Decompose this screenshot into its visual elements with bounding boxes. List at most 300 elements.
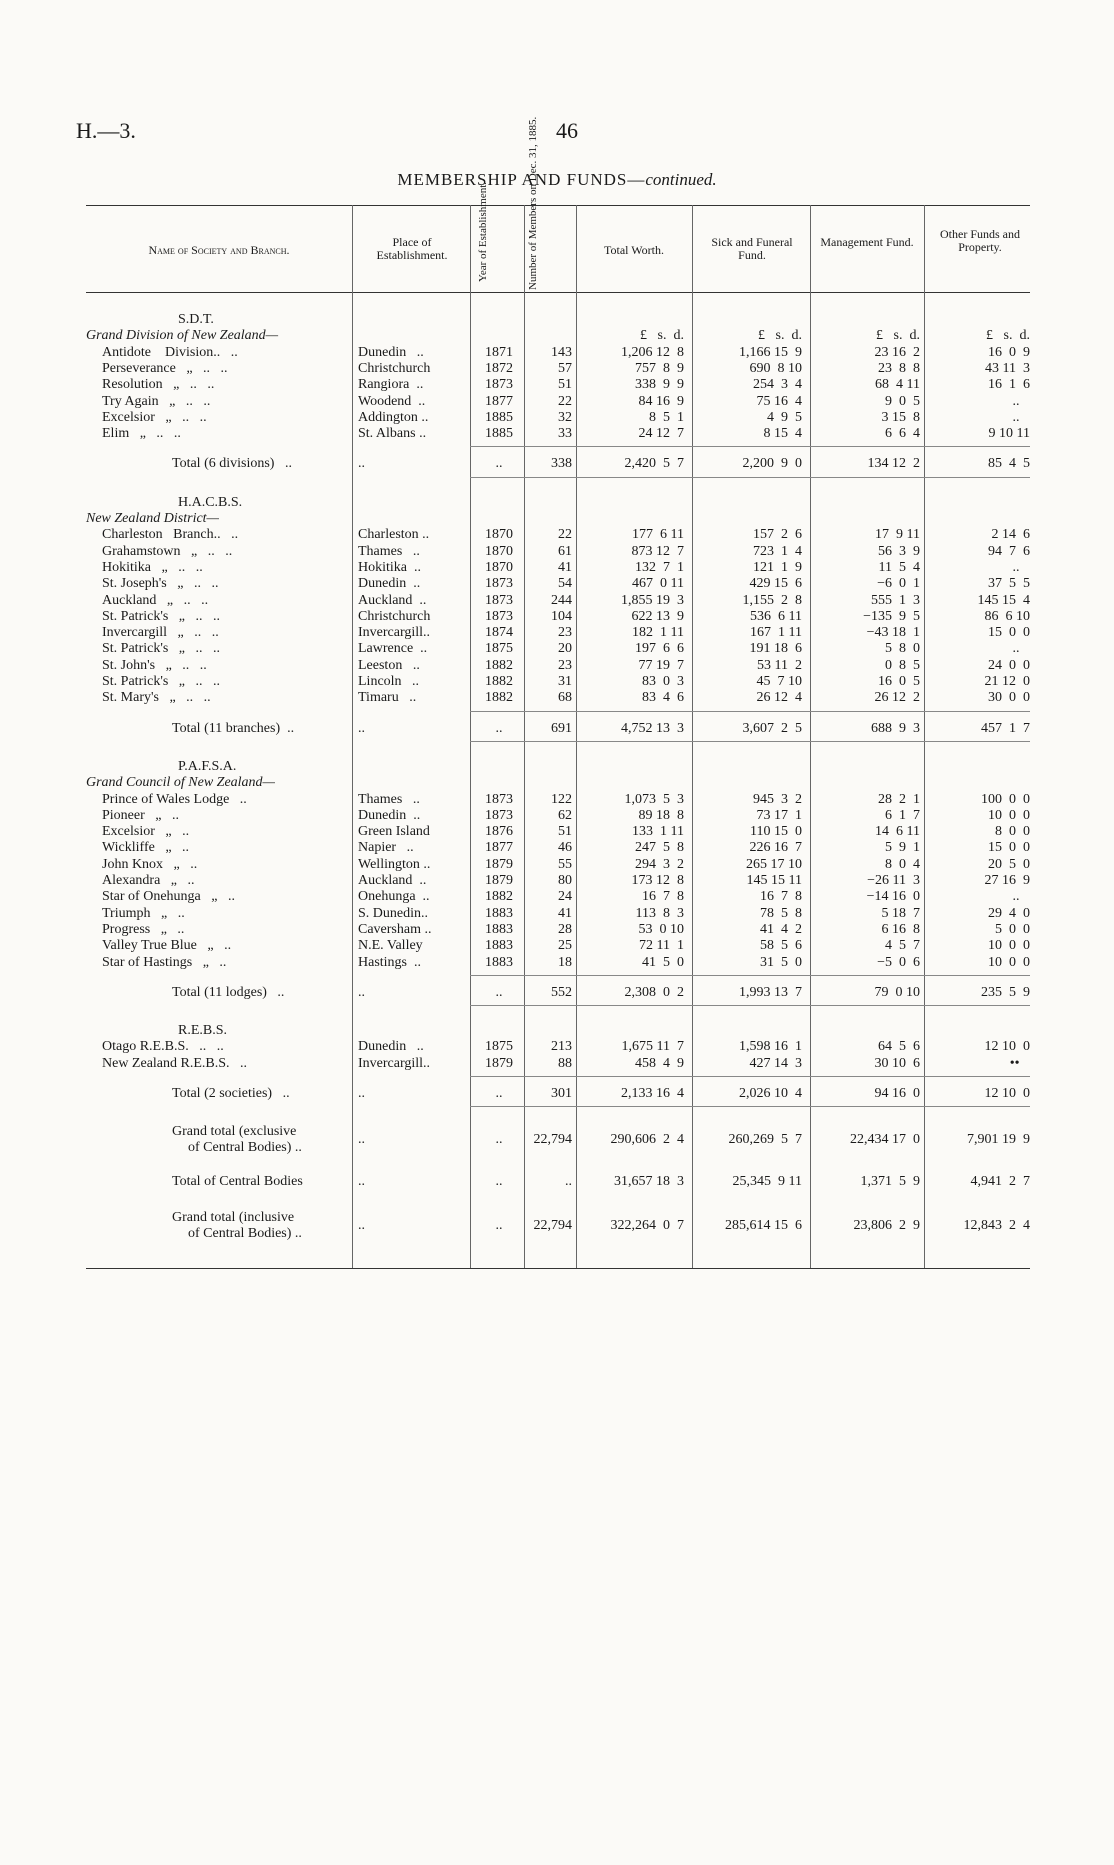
row-place: Addington ..: [358, 409, 429, 425]
row-mf: 8 0 4: [885, 856, 920, 872]
row-mf: 3 15 8: [881, 409, 920, 425]
row-members: 28: [558, 921, 572, 937]
row-sf: 265 17 10: [746, 856, 802, 872]
row-tw: 1,073 5 3: [624, 791, 684, 807]
row-mf: 56 3 9: [878, 543, 920, 559]
row-name: Wickliffe „ ..: [102, 840, 190, 856]
row-year: 1879: [485, 1055, 513, 1071]
row-sf: 45 7 10: [756, 674, 802, 689]
row-place: Rangiora ..: [358, 377, 424, 393]
table-row: [0, 576, 1114, 592]
row-tw: 338 9 9: [635, 377, 684, 393]
row-mf: −43 18 1: [866, 625, 920, 641]
table-row: [0, 857, 1114, 873]
row-sf: 110 15 0: [750, 824, 802, 840]
row-mf: 14 6 11: [875, 824, 920, 840]
row-sf: 53 11 2: [757, 657, 802, 673]
row-sf: 4 9 5: [767, 409, 802, 425]
row-year: 1883: [485, 938, 513, 954]
page-title: MEMBERSHIP AND FUNDS—continued.: [397, 170, 717, 189]
page-reference: H.—3.: [76, 118, 136, 143]
row-of: 16 0 9: [988, 344, 1030, 360]
row-sf: 145 15 11: [746, 873, 802, 888]
table-row: [0, 593, 1114, 609]
row-tw: 2,420 5 7: [624, 456, 684, 472]
row-tw: 622 13 9: [631, 608, 684, 624]
row-members: 80: [558, 873, 572, 888]
grand-sf: 260,269 5 7: [728, 1132, 802, 1148]
currency-heading: £ s. d.: [758, 328, 802, 344]
row-mf: 64 5 6: [878, 1039, 920, 1055]
row-sf: 2,200 9 0: [742, 456, 802, 472]
table-row: [0, 609, 1114, 625]
row-sf: 1,993 13 7: [739, 984, 802, 1000]
row-year: 1874: [485, 625, 513, 641]
grand-sf: 285,614 15 6: [725, 1218, 802, 1234]
row-place: Thames ..: [358, 543, 420, 559]
row-place: Caversham ..: [358, 921, 432, 937]
row-place: Invercargill..: [358, 1055, 431, 1071]
row-sf: 536 6 11: [750, 608, 802, 624]
row-name: Star of Onehunga „ ..: [102, 889, 235, 905]
row-of: 85 4 5: [988, 456, 1030, 472]
row-tw: 77 19 7: [638, 657, 684, 673]
row-name: Hokitika „ .. ..: [102, 559, 203, 575]
row-mf: 30 10 6: [874, 1055, 920, 1071]
row-of: 30 0 0: [988, 690, 1030, 706]
grand-mem: 22,794: [533, 1132, 572, 1148]
table-row: [0, 345, 1114, 361]
row-members: 301: [551, 1086, 572, 1101]
row-mf: 28 2 1: [878, 791, 920, 807]
row-place: ..: [358, 720, 365, 736]
row-members: 61: [558, 543, 572, 559]
col-head-year: Year of Establishment.: [477, 181, 489, 282]
row-year: 1873: [485, 608, 513, 624]
society-heading-text: P.A.F.S.A.: [178, 758, 237, 774]
row-name: St. Patrick's „ .. ..: [102, 608, 221, 624]
total-row: [0, 1086, 1114, 1102]
division-heading: [0, 775, 1114, 791]
grand-label-2: of Central Bodies) ..: [188, 1140, 302, 1156]
row-name: Excelsior „ ..: [102, 824, 190, 840]
table-row: [0, 906, 1114, 922]
row-year: 1873: [485, 791, 513, 807]
grand-place: ..: [358, 1218, 365, 1234]
society-heading-text: R.E.B.S.: [178, 1023, 228, 1039]
row-tw: 177 6 11: [632, 527, 684, 543]
section-rule: [470, 1005, 1030, 1006]
row-sf: 254 3 4: [753, 377, 802, 393]
row-members: 691: [551, 720, 572, 736]
row-sf: 723 1 4: [753, 543, 802, 559]
row-year: 1873: [485, 377, 513, 393]
row-sf: 191 18 6: [749, 641, 802, 657]
row-of: ••: [1009, 1055, 1030, 1071]
row-place: St. Albans ..: [358, 426, 427, 442]
grand-year: ..: [495, 1132, 503, 1148]
row-place: Lincoln ..: [358, 674, 420, 689]
row-place: Christchurch: [358, 608, 431, 624]
row-name: Antidote Division.. ..: [102, 344, 238, 360]
table-row: [0, 361, 1114, 377]
row-place: Lawrence ..: [358, 641, 428, 657]
row-of: ..: [1012, 393, 1030, 409]
row-place: ..: [358, 984, 365, 1000]
row-sf: 58 5 6: [760, 938, 802, 954]
section-rule: [470, 975, 1030, 976]
row-of: ..: [1012, 559, 1030, 575]
row-tw: 72 11 1: [639, 938, 684, 954]
table-row: [0, 808, 1114, 824]
row-year: 1872: [485, 360, 513, 376]
row-mf: 5 9 1: [885, 840, 920, 856]
row-members: 57: [558, 360, 572, 376]
row-place: ..: [358, 456, 365, 472]
section-rule: [470, 741, 1030, 742]
grand-label-1: Grand total (inclusive: [172, 1210, 295, 1226]
grand-label-2: of Central Bodies) ..: [188, 1226, 302, 1242]
division-heading: [0, 328, 1114, 344]
row-members: 46: [558, 840, 572, 856]
row-year: 1875: [485, 641, 513, 657]
row-tw: 41 5 0: [642, 954, 684, 970]
society-heading: [0, 312, 1114, 328]
row-mf: 5 18 7: [881, 905, 920, 921]
row-of: 457 1 7: [981, 720, 1030, 736]
row-name: St. Joseph's „ .. ..: [102, 576, 219, 592]
grand-total-row: [0, 1210, 1114, 1242]
row-members: 244: [551, 592, 572, 608]
grand-of: 4,941 2 7: [970, 1174, 1030, 1190]
row-mf: 6 16 8: [881, 921, 920, 937]
col-head-name: Name of Society and Branch.: [148, 243, 290, 257]
row-tw: 84 16 9: [638, 393, 684, 409]
row-tw: 197 6 6: [635, 641, 684, 657]
row-members: 55: [558, 856, 572, 872]
row-mf: −135 9 5: [863, 608, 920, 624]
row-year: ..: [495, 720, 503, 736]
row-name: Triumph „ ..: [102, 905, 185, 921]
row-of: 16 1 6: [988, 377, 1030, 393]
row-name: Star of Hastings „ ..: [102, 954, 227, 970]
row-year: 1883: [485, 954, 513, 970]
row-year: 1882: [485, 674, 513, 689]
row-name: Prince of Wales Lodge ..: [102, 791, 247, 807]
row-tw: 24 12 7: [638, 426, 684, 442]
total-row: [0, 456, 1114, 472]
table-row: [0, 955, 1114, 971]
grand-tw: 290,606 2 4: [610, 1132, 684, 1148]
row-members: 18: [558, 954, 572, 970]
row-place: S. Dunedin..: [358, 905, 428, 921]
row-mf: 6 6 4: [885, 426, 920, 442]
grand-sf: 25,345 9 11: [732, 1174, 802, 1190]
row-mf: −6 0 1: [877, 576, 920, 592]
row-year: 1882: [485, 657, 513, 673]
row-of: 37 5 5: [988, 576, 1030, 592]
page-number: 46: [556, 118, 578, 143]
row-sf: 121 1 9: [753, 559, 802, 575]
row-name: John Knox „ ..: [102, 856, 198, 872]
row-place: Invercargill..: [358, 625, 431, 641]
row-mf: 23 8 8: [878, 360, 920, 376]
row-sf: 26 12 4: [756, 690, 802, 706]
table-row: [0, 792, 1114, 808]
grand-mf: 22,434 17 0: [850, 1132, 920, 1148]
row-sf: 41 4 2: [760, 921, 802, 937]
row-members: 104: [551, 608, 572, 624]
row-place: Dunedin ..: [358, 807, 421, 823]
table-row: [0, 889, 1114, 905]
row-mf: 68 4 11: [875, 377, 920, 393]
row-of: 12 10 0: [984, 1086, 1030, 1101]
row-sf: 157 2 6: [753, 527, 802, 543]
society-heading: [0, 759, 1114, 775]
row-of: 235 5 9: [981, 984, 1030, 1000]
row-mf: 555 1 3: [871, 592, 920, 608]
row-members: 51: [558, 824, 572, 840]
grand-total-row: [0, 1174, 1114, 1190]
table-row: [0, 922, 1114, 938]
row-sf: 690 8 10: [749, 360, 802, 376]
division-name: Grand Division of New Zealand—: [86, 328, 279, 344]
row-name: Resolution „ .. ..: [102, 377, 215, 393]
row-name: Try Again „ .. ..: [102, 393, 211, 409]
division-name: Grand Council of New Zealand—: [86, 775, 276, 791]
row-of: 21 12 0: [984, 674, 1030, 689]
row-year: ..: [495, 984, 503, 1000]
row-mf: 79 0 10: [874, 984, 920, 1000]
section-rule: [470, 1076, 1030, 1077]
row-year: 1885: [485, 426, 513, 442]
table-row: [0, 1056, 1114, 1072]
section-rule: [470, 446, 1030, 447]
row-mf: 11 5 4: [878, 559, 920, 575]
row-tw: 83 4 6: [642, 690, 684, 706]
row-sf: 8 15 4: [763, 426, 802, 442]
row-members: 20: [558, 641, 572, 657]
row-of: 27 16 9: [984, 873, 1030, 888]
row-of: 12 10 0: [984, 1039, 1030, 1055]
row-sf: 73 17 1: [756, 807, 802, 823]
row-of: 15 0 0: [988, 625, 1030, 641]
row-sf: 167 1 11: [750, 625, 802, 641]
row-name: St. Patrick's „ .. ..: [102, 641, 221, 657]
row-of: 8 0 0: [995, 824, 1030, 840]
row-name: Total (6 divisions) ..: [172, 456, 292, 472]
table-row: [0, 641, 1114, 657]
row-members: 25: [558, 938, 572, 954]
row-name: Pioneer „ ..: [102, 807, 179, 823]
row-sf: 16 7 8: [760, 889, 802, 905]
table-row: [0, 527, 1114, 543]
row-place: Onehunga ..: [358, 889, 430, 905]
row-year: 1879: [485, 856, 513, 872]
col-head-mgmt: Management Fund.: [820, 235, 914, 249]
row-year: 1879: [485, 873, 513, 888]
row-place: Charleston ..: [358, 527, 430, 543]
row-place: Hastings ..: [358, 954, 421, 970]
table-row: [0, 690, 1114, 706]
row-mf: 9 0 5: [885, 393, 920, 409]
society-heading: [0, 1023, 1114, 1039]
row-of: 9 10 11: [988, 426, 1030, 442]
col-head-members: Number of Members on Dec. 31, 1885.: [527, 116, 539, 290]
row-mf: 26 12 2: [874, 690, 920, 706]
total-row: [0, 985, 1114, 1001]
row-mf: 6 1 7: [885, 807, 920, 823]
row-of: 100 0 0: [981, 791, 1030, 807]
row-tw: 132 7 1: [635, 559, 684, 575]
row-members: 338: [551, 456, 572, 472]
row-sf: 2,026 10 4: [739, 1086, 802, 1101]
row-members: 213: [551, 1039, 572, 1055]
row-tw: 133 1 11: [632, 824, 684, 840]
row-tw: 757 8 9: [635, 360, 684, 376]
grand-of: 7,901 19 9: [967, 1132, 1030, 1148]
row-tw: 873 12 7: [631, 543, 684, 559]
total-row: [0, 721, 1114, 737]
row-name: Total (2 societies) ..: [172, 1086, 290, 1101]
row-sf: 945 3 2: [753, 791, 802, 807]
row-mf: 0 8 5: [885, 657, 920, 673]
row-year: 1885: [485, 409, 513, 425]
table-row: [0, 674, 1114, 690]
row-year: 1870: [485, 559, 513, 575]
row-year: 1876: [485, 824, 513, 840]
society-heading-text: H.A.C.B.S.: [178, 494, 243, 510]
row-mf: −14 16 0: [866, 889, 920, 905]
row-name: Total (11 branches) ..: [172, 720, 295, 736]
row-members: 22: [558, 393, 572, 409]
grand-of: 12,843 2 4: [963, 1218, 1030, 1234]
row-tw: 173 12 8: [631, 873, 684, 888]
row-tw: 53 0 10: [638, 921, 684, 937]
row-members: 31: [558, 674, 572, 689]
row-of: ..: [1012, 409, 1030, 425]
row-name: New Zealand R.E.B.S. ..: [102, 1055, 248, 1071]
grand-mem: ..: [565, 1174, 572, 1190]
row-tw: 16 7 8: [642, 889, 684, 905]
row-place: Dunedin ..: [358, 576, 421, 592]
grand-mem: 22,794: [533, 1218, 572, 1234]
row-tw: 89 18 8: [638, 807, 684, 823]
row-tw: 247 5 8: [635, 840, 684, 856]
grand-label-1: Grand total (exclusive: [172, 1124, 297, 1140]
row-sf: 78 5 8: [760, 905, 802, 921]
row-mf: 16 0 5: [878, 674, 920, 689]
col-head-place: Place of Establishment.: [376, 235, 448, 262]
row-mf: 23 16 2: [874, 344, 920, 360]
row-sf: 1,166 15 9: [739, 344, 802, 360]
row-year: 1877: [485, 393, 513, 409]
row-place: Auckland ..: [358, 873, 427, 888]
division-heading: [0, 511, 1114, 527]
society-heading: [0, 495, 1114, 511]
row-name: Auckland „ .. ..: [102, 592, 209, 608]
row-mf: −5 0 6: [877, 954, 920, 970]
row-place: Timaru ..: [358, 690, 417, 706]
society-heading-text: S.D.T.: [178, 312, 214, 327]
row-sf: 429 15 6: [749, 576, 802, 592]
row-members: 62: [558, 807, 572, 823]
row-year: 1873: [485, 592, 513, 608]
row-of: 29 4 0: [988, 905, 1030, 921]
section-rule: [470, 477, 1030, 478]
row-of: 10 0 0: [988, 954, 1030, 970]
row-place: Dunedin ..: [358, 344, 424, 360]
row-sf: 427 14 3: [749, 1055, 802, 1071]
row-members: 88: [558, 1055, 572, 1071]
row-sf: 1,598 16 1: [739, 1039, 802, 1055]
grand-tw: 322,264 0 7: [610, 1218, 684, 1234]
division-name: New Zealand District—: [86, 511, 220, 526]
row-name: Invercargill „ .. ..: [102, 625, 219, 641]
table-row: [0, 394, 1114, 410]
row-of: 10 0 0: [988, 807, 1030, 823]
row-place: Christchurch: [358, 360, 431, 376]
grand-mf: 1,371 5 9: [860, 1174, 920, 1190]
section-rule: [470, 711, 1030, 712]
row-year: 1870: [485, 543, 513, 559]
row-members: 32: [558, 409, 572, 425]
row-tw: 83 0 3: [642, 674, 684, 689]
row-members: 68: [558, 690, 572, 706]
grand-year: ..: [495, 1174, 503, 1190]
row-mf: 5 8 0: [885, 641, 920, 657]
grand-total-row: [0, 1124, 1114, 1156]
row-year: 1870: [485, 527, 513, 543]
row-members: 41: [558, 559, 572, 575]
row-of: 43 11 3: [985, 360, 1030, 376]
row-tw: 4,752 13 3: [621, 720, 684, 736]
row-tw: 294 3 2: [635, 856, 684, 872]
row-sf: 1,155 2 8: [742, 592, 802, 608]
row-of: ..: [1012, 641, 1030, 657]
grand-label-1: Total of Central Bodies: [172, 1174, 303, 1190]
row-place: Leeston ..: [358, 657, 420, 673]
col-head-total: Total Worth.: [604, 243, 664, 257]
row-name: Alexandra „ ..: [102, 873, 195, 888]
row-year: 1871: [485, 344, 513, 360]
row-tw: 2,133 16 4: [621, 1086, 684, 1101]
row-place: Hokitika ..: [358, 559, 421, 575]
row-tw: 458 4 9: [635, 1055, 684, 1071]
row-mf: 4 5 7: [885, 938, 920, 954]
table-row: [0, 377, 1114, 393]
row-members: 51: [558, 377, 572, 393]
row-name: Valley True Blue „ ..: [102, 938, 232, 954]
row-members: 143: [551, 344, 572, 360]
row-mf: 134 12 2: [867, 456, 920, 472]
row-sf: 3,607 2 5: [742, 720, 802, 736]
table-row: [0, 658, 1114, 674]
table-row: [0, 1039, 1114, 1055]
table-row: [0, 840, 1114, 856]
row-tw: 467 0 11: [632, 576, 684, 592]
currency-heading: £ s. d.: [876, 328, 920, 344]
row-sf: 31 5 0: [760, 954, 802, 970]
row-year: ..: [495, 456, 503, 472]
section-rule: [470, 1106, 1030, 1107]
row-place: Thames ..: [358, 791, 420, 807]
table-row: [0, 560, 1114, 576]
row-sf: 75 16 4: [756, 393, 802, 409]
table-row: [0, 410, 1114, 426]
row-place: Green Island: [358, 824, 430, 840]
row-members: 41: [558, 905, 572, 921]
